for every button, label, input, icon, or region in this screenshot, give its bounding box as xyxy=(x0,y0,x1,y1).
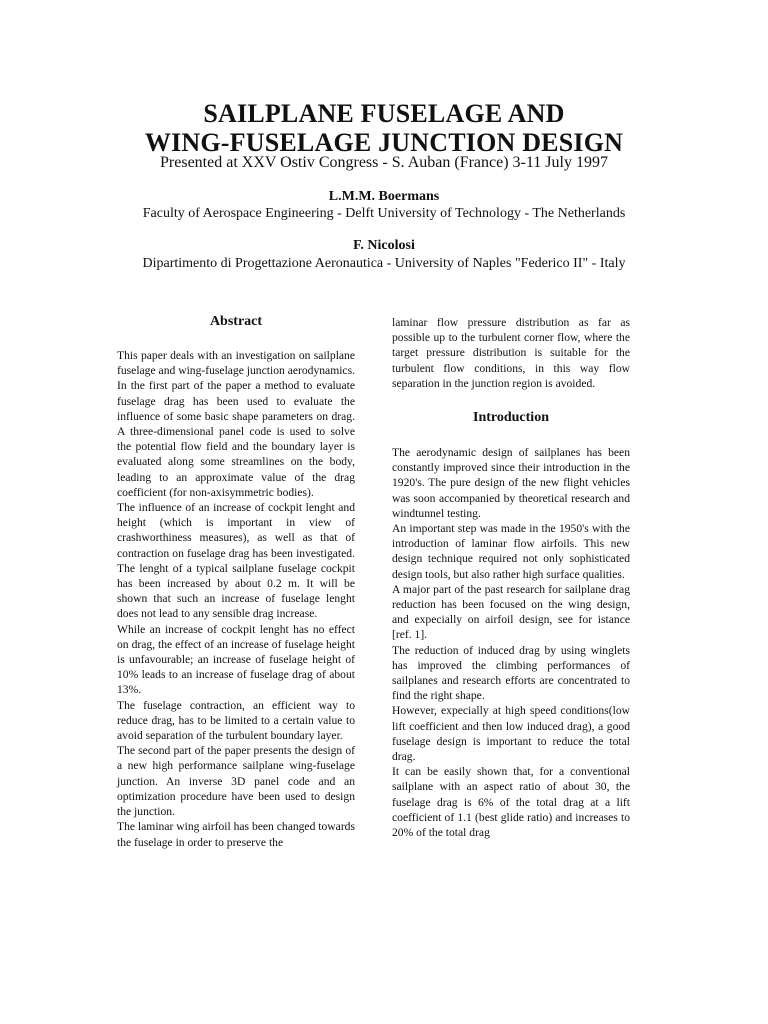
conference-note: Presented at XXV Ostiv Congress - S. Auban (France) 3-11 July 1997 xyxy=(160,154,608,171)
abstract-paragraph: The fuselage contraction, an efficient way to reduce drag, has to be limited to a certain value to avoid separation of the turbulent boundary layer. xyxy=(117,698,355,743)
abstract-paragraph: This paper deals with an investigation on sailplane fuselage and wing-fuselage junction aerodynamics. In the first part of the paper a method to evaluate fuselage drag has been used to evaluate the influence of some basic shape parameters on drag. A three-dimensional panel code is used to solve the potential flow field and the boundary layer is evaluated along some streamlines on the body, leading to an approximate value of the drag coefficient (for non-axisymmetric bodies). xyxy=(117,349,355,499)
author-affiliation-2: Dipartimento di Progettazione Aeronautica - University of Naples "Federico II" - Italy xyxy=(142,256,626,271)
author-name-1: L.M.M. Boermans xyxy=(328,189,440,204)
introduction-paragraph: The reduction of induced drag by using winglets has improved the climbing performances of sailplanes and research efforts are concentrated to find the right shape. xyxy=(392,643,630,703)
introduction-paragraph: An important step was made in the 1950's with the introduction of laminar flow airfoils. This new design technique required not only sophisticated design tools, but also rather high surface qualities. xyxy=(392,522,630,581)
introduction-heading: Introduction xyxy=(473,410,549,426)
title-line-1: SAILPLANE FUSELAGE AND xyxy=(203,99,565,128)
abstract-paragraph: The laminar wing airfoil has been changed towards the fuselage in order to preserve the xyxy=(117,820,355,849)
abstract-paragraph: The second part of the paper presents the design of a new high performance sailplane wing-fuselage junction. An inverse 3D panel code and an optimization procedure have been used to design the junction. xyxy=(117,744,355,819)
author-name-2: F. Nicolosi xyxy=(353,238,415,253)
abstract-continuation: laminar flow pressure distribution as far as possible up to the turbulent corner flow, where the target pressure distribution is suitable for the turbulent flow conditions, in this way flow separation in the junction region is avoided. xyxy=(392,316,630,390)
introduction-paragraph: However, expecially at high speed conditions(low lift coefficient and then low induced drag), a good fuselage design is important to reduce the total drag. xyxy=(392,704,630,764)
abstract-paragraph: The influence of an increase of cockpit lenght and height (which is important in view of crashworthiness measures), as well as that of contraction on fuselage drag has been investigated. The lenght of a typical sailplane fuselage cockpit has been increased by about 0.2 m. It will be shown that such an increase of fuselage lenght does not lead to any sensible drag increase. xyxy=(117,501,355,621)
abstract-paragraph: While an increase of cockpit lenght has no effect on drag, the effect of an increase of fuselage height is unfavourable; an increase of fuselage height of 10% leads to an increase of fuselage drag of about 13%. xyxy=(117,622,355,697)
introduction-paragraph: A major part of the past research for sailplane drag reduction has been focused on the wing design, and expecially on airfoil design, see for istance [ref. 1]. xyxy=(392,582,630,642)
right-column xyxy=(392,300,630,840)
left-column xyxy=(117,300,355,850)
author-affiliation-1: Faculty of Aerospace Engineering - Delft University of Technology - The Netherlands xyxy=(142,206,626,221)
introduction-paragraph: It can be easily shown that, for a conventional sailplane with an aspect ratio of about 30, the fuselage drag is 6% of the total drag at a lift coefficient of 1.1 (best glide ratio) and increases to 20% of the total drag xyxy=(392,765,630,840)
introduction-paragraph: The aerodynamic design of sailplanes has been constantly improved since their introduction in the 1920's. The pure design of the new flight vehicles was soon accompanied by theoretical research and windtunnel testing. xyxy=(392,446,630,520)
title-line-2: WING-FUSELAGE JUNCTION DESIGN xyxy=(144,128,624,157)
abstract-heading: Abstract xyxy=(209,314,263,329)
